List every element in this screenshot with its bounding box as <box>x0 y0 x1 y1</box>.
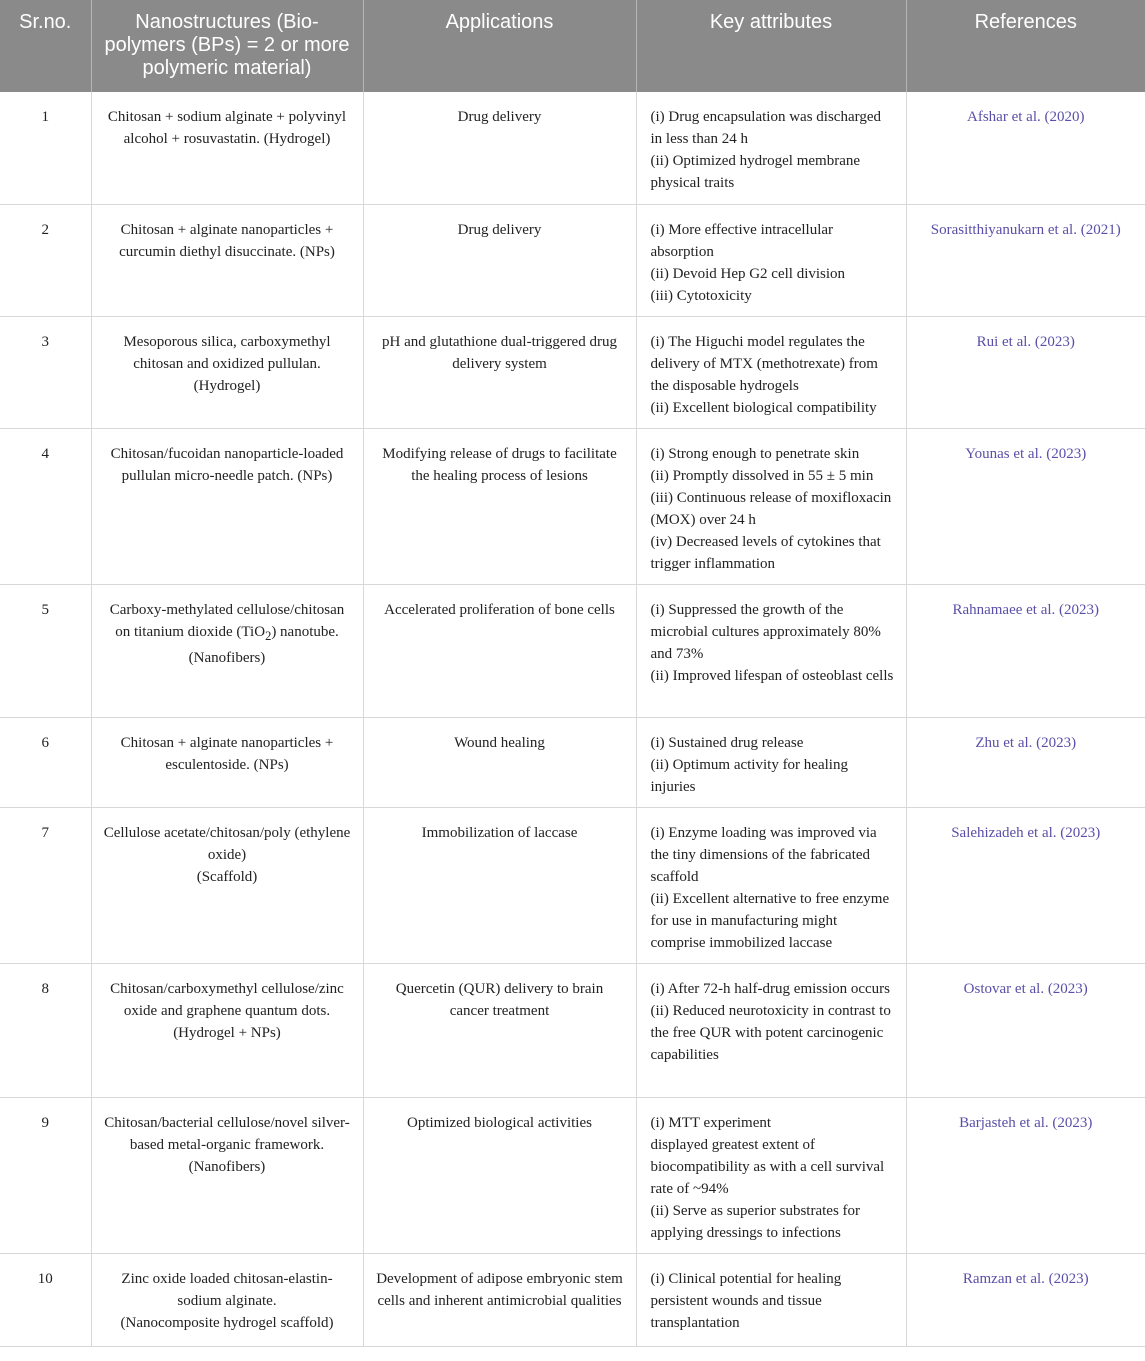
header-applications: Applications <box>363 0 636 92</box>
header-row <box>0 0 1145 92</box>
attribute-line: (ii) Improved lifespan of osteoblast cells <box>650 667 894 684</box>
table-row <box>0 204 1145 316</box>
attribute-line: (i) After 72-h half-drug emission occurs <box>650 980 891 997</box>
sr-no-cell: 3 <box>0 316 91 428</box>
application-cell: Accelerated proliferation of bone cells <box>363 584 636 717</box>
reference-link[interactable]: Zhu et al. (2023) <box>906 717 1145 807</box>
application-cell: Drug delivery <box>363 204 636 316</box>
attribute-line: (i) Drug encapsulation was discharged in less than 24 h <box>650 109 881 147</box>
sr-no-cell: 8 <box>0 963 91 1097</box>
reference-link[interactable]: Rahnamaee et al. (2023) <box>906 584 1145 717</box>
attributes-cell <box>636 584 906 717</box>
attributes-cell <box>636 204 906 316</box>
header-sr-no: Sr.no. <box>0 0 91 92</box>
attribute-line: (ii) Promptly dissolved in 55 ± 5 min <box>650 467 874 484</box>
attributes-cell <box>636 963 906 1097</box>
nanostructure-cell <box>91 807 363 963</box>
nanostructure-cell: Mesoporous silica, carboxymethyl chitosan and oxidized pullulan. (Hydrogel) <box>91 316 363 428</box>
application-cell: Modifying release of drugs to facilitate the healing process of lesions <box>363 428 636 584</box>
nanostructure-cell <box>91 584 363 717</box>
nanostructure-text: Cellulose acetate/chitosan/poly (ethylene oxide) <box>103 824 351 863</box>
attribute-line: (i) Clinical potential for healing persistent wounds and tissue transplantation <box>650 1270 842 1331</box>
application-cell: Optimized biological activities <box>363 1097 636 1253</box>
nanostructure-cell: Chitosan + sodium alginate + polyvinyl alcohol + rosuvastatin. (Hydrogel) <box>91 92 363 204</box>
attribute-line: (ii) Optimized hydrogel membrane physical traits <box>650 153 861 191</box>
attribute-line: (i) Sustained drug release <box>650 734 804 751</box>
application-cell: Immobilization of laccase <box>363 807 636 963</box>
table-row <box>0 807 1145 963</box>
nanostructure-cell <box>91 1253 363 1346</box>
sr-no-cell: 7 <box>0 807 91 963</box>
table-row <box>0 963 1145 1097</box>
table-row <box>0 584 1145 717</box>
table-row <box>0 92 1145 204</box>
table-body <box>0 92 1145 1346</box>
attributes-cell <box>636 807 906 963</box>
application-cell: Development of adipose embryonic stem cells and inherent antimicrobial qualities <box>363 1253 636 1346</box>
attribute-line: (ii) Serve as superior substrates for applying dressings to infections <box>650 1202 861 1241</box>
reference-link[interactable]: Afshar et al. (2020) <box>906 92 1145 204</box>
attribute-line: (ii) Devoid Hep G2 cell division <box>650 265 846 282</box>
application-cell: Drug delivery <box>363 92 636 204</box>
attribute-line: (i) Suppressed the growth of the microbial cultures approximately 80% and 73% <box>650 601 881 662</box>
nanostructure-text: ) nanotube. (Nanofibers) <box>188 623 339 666</box>
application-cell: Wound healing <box>363 717 636 807</box>
nanostructure-cell: Chitosan + alginate nanoparticles + esculentoside. (NPs) <box>91 717 363 807</box>
application-cell: Quercetin (QUR) delivery to brain cancer treatment <box>363 963 636 1097</box>
sr-no-cell: 1 <box>0 92 91 204</box>
table-row <box>0 717 1145 807</box>
attribute-line: (ii) Excellent biological compatibility <box>650 399 877 416</box>
reference-link[interactable]: Ostovar et al. (2023) <box>906 963 1145 1097</box>
attribute-line: (i) Strong enough to penetrate skin <box>650 445 860 462</box>
application-cell: pH and glutathione dual-triggered drug delivery system <box>363 316 636 428</box>
table-row <box>0 1253 1145 1346</box>
header-key-attributes: Key attributes <box>636 0 906 92</box>
attributes-cell <box>636 1097 906 1253</box>
nanostructure-text: Carboxy-methylated cellulose/chitosan on titanium dioxide (TiO <box>109 601 345 640</box>
reference-link[interactable]: Ramzan et al. (2023) <box>906 1253 1145 1346</box>
nanostructure-text: Zinc oxide loaded chitosan-elastin-sodium alginate. <box>121 1270 333 1309</box>
nanostructure-cell: Chitosan + alginate nanoparticles + curcumin diethyl disuccinate. (NPs) <box>91 204 363 316</box>
reference-link[interactable]: Salehizadeh et al. (2023) <box>906 807 1145 963</box>
reference-link[interactable]: Younas et al. (2023) <box>906 428 1145 584</box>
table-row <box>0 316 1145 428</box>
reference-link[interactable]: Rui et al. (2023) <box>906 316 1145 428</box>
nanostructure-type: (Nanocomposite hydrogel scaffold) <box>120 1314 334 1331</box>
nanostructure-cell: Chitosan/carboxymethyl cellulose/zinc oxide and graphene quantum dots. (Hydrogel + NPs) <box>91 963 363 1097</box>
attributes-cell <box>636 316 906 428</box>
attributes-cell <box>636 1253 906 1346</box>
nanostructure-cell: Chitosan/bacterial cellulose/novel silver-based metal-organic framework. (Nanofibers) <box>91 1097 363 1253</box>
nanostructure-cell: Chitosan/fucoidan nanoparticle-loaded pullulan micro-needle patch. (NPs) <box>91 428 363 584</box>
sr-no-cell: 4 <box>0 428 91 584</box>
sr-no-cell: 5 <box>0 584 91 717</box>
attributes-cell <box>636 428 906 584</box>
reference-link[interactable]: Sorasitthiyanukarn et al. (2021) <box>906 204 1145 316</box>
attribute-line: (i) Enzyme loading was improved via the tiny dimensions of the fabricated scaffold <box>650 824 877 885</box>
sr-no-cell: 9 <box>0 1097 91 1253</box>
attribute-line: (ii) Excellent alternative to free enzyme for use in manufacturing might comprise immobilized laccase <box>650 890 890 951</box>
attribute-line: (i) MTT experiment <box>650 1114 772 1131</box>
reference-link[interactable]: Barjasteh et al. (2023) <box>906 1097 1145 1253</box>
table-row <box>0 1097 1145 1253</box>
header-references: References <box>906 0 1145 92</box>
attribute-line: (iii) Continuous release of moxifloxacin (MOX) over 24 h <box>650 489 892 528</box>
sr-no-cell: 10 <box>0 1253 91 1346</box>
table-row <box>0 428 1145 584</box>
table-header <box>0 0 1145 92</box>
sr-no-cell: 6 <box>0 717 91 807</box>
subscript-text: 2 <box>265 628 272 643</box>
attribute-line: (iv) Decreased levels of cytokines that trigger inflammation <box>650 533 881 572</box>
nanostructure-type: (Scaffold) <box>196 868 258 885</box>
sr-no-cell: 2 <box>0 204 91 316</box>
attribute-line: displayed greatest extent of biocompatibility as with a cell survival rate of ~94% <box>650 1136 885 1197</box>
attribute-line: (i) More effective intracellular absorption <box>650 221 834 260</box>
attributes-cell <box>636 92 906 204</box>
attribute-line: (ii) Reduced neurotoxicity in contrast to the free QUR with potent carcinogenic capabilities <box>650 1002 891 1063</box>
attribute-line: (ii) Optimum activity for healing injuries <box>650 756 848 795</box>
attribute-line: (i) The Higuchi model regulates the delivery of MTX (methotrexate) from the disposable hydrogels <box>650 333 878 394</box>
header-nanostructures: Nanostructures (Bio-polymers (BPs) = 2 or more polymeric material) <box>91 0 363 92</box>
attribute-line: (iii) Cytotoxicity <box>650 287 752 304</box>
attributes-cell <box>636 717 906 807</box>
